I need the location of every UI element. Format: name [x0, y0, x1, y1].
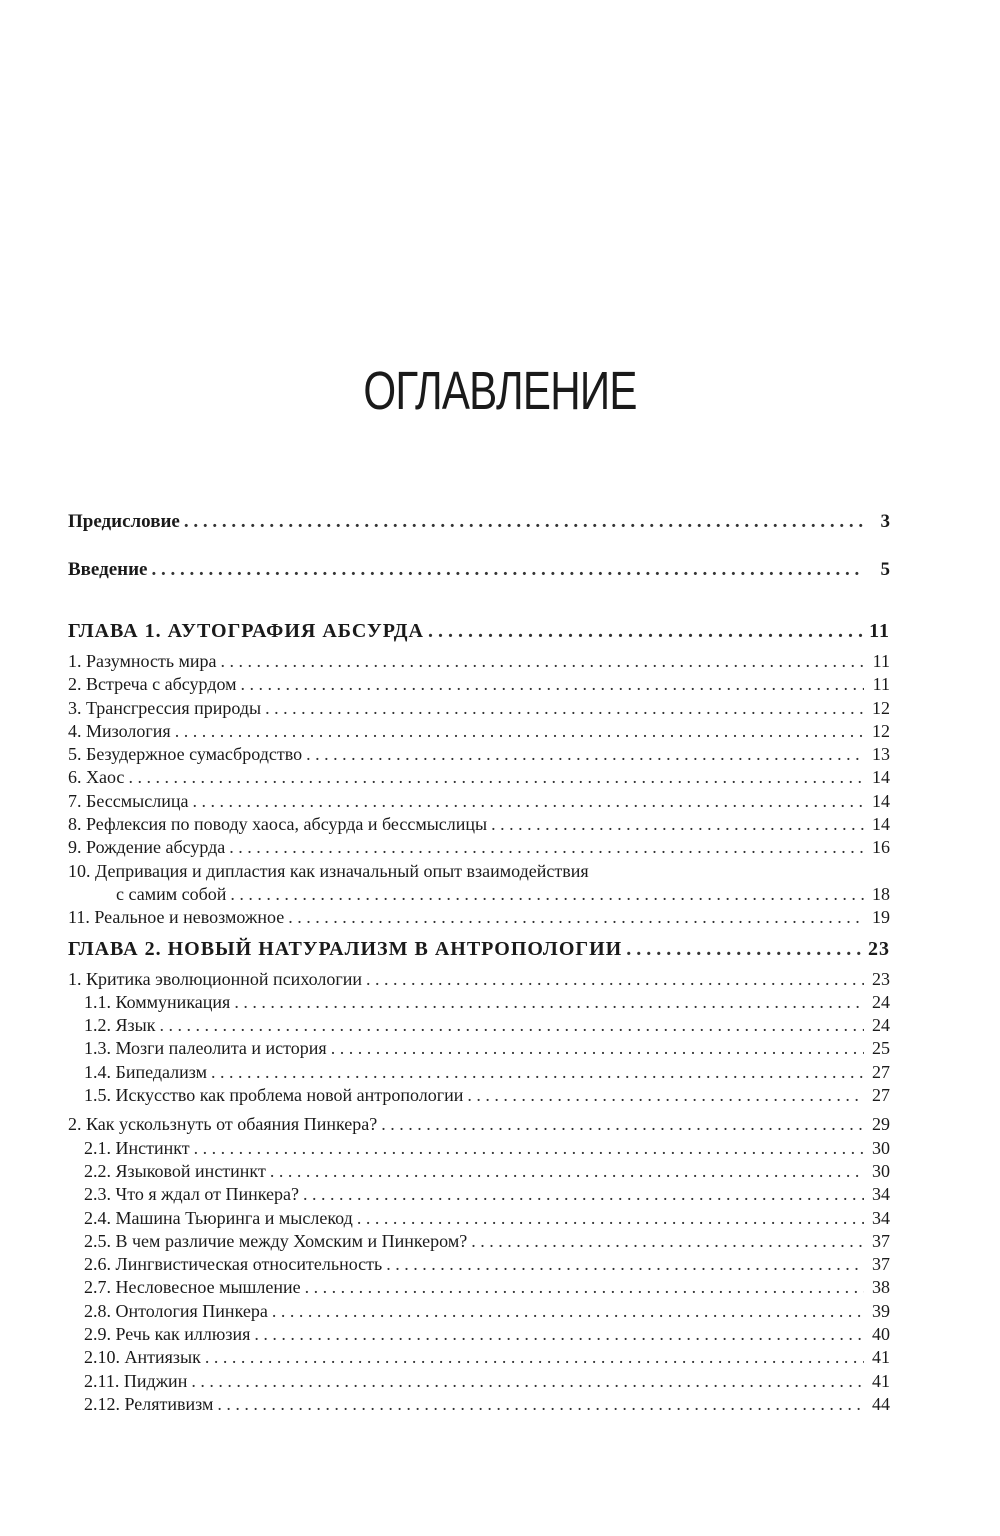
toc-label: 10. Депривация и дипластия как изначальный опыт взаимодействия [68, 860, 589, 881]
toc-page-number: 14 [872, 814, 890, 835]
toc-subentry [68, 1084, 890, 1107]
toc-label: 1.3. Мозги палеолита и история [84, 1038, 327, 1059]
dot-leader [211, 1061, 864, 1084]
dot-leader [159, 1014, 864, 1037]
dot-leader [471, 1230, 864, 1253]
toc-label: ГЛАВА 2. НОВЫЙ НАТУРАЛИЗМ В АНТРОПОЛОГИИ [68, 937, 623, 960]
toc-label: 2. Как ускользнуть от обаяния Пинкера? [68, 1114, 378, 1135]
toc-entry [68, 836, 890, 859]
toc-page-number: 12 [872, 720, 890, 741]
toc-subentry [68, 1253, 890, 1276]
toc-page-number: 38 [872, 1277, 890, 1298]
dot-leader [254, 1323, 864, 1346]
toc-subentry [68, 1207, 890, 1230]
toc-page-number: 44 [872, 1393, 890, 1414]
toc-page-number: 23 [868, 937, 890, 960]
toc-page-number: 16 [872, 837, 890, 858]
dot-leader [191, 1370, 864, 1393]
dot-leader [221, 650, 864, 673]
toc-entry [68, 743, 890, 766]
dot-leader [467, 1084, 864, 1107]
page-title: ОГЛАВЛЕНИЕ [363, 361, 637, 421]
toc-entry-preface [68, 498, 890, 546]
toc-entry-introduction [68, 546, 890, 594]
toc-label: 1.2. Язык [84, 1015, 156, 1036]
toc-label: 2.11. Пиджин [84, 1370, 188, 1391]
toc-entry [68, 697, 890, 720]
toc-label: 2.1. Инстинкт [84, 1137, 190, 1158]
toc-page-number: 14 [872, 767, 890, 788]
toc-label: ГЛАВА 1. АУТОГРАФИЯ АБСУРДА [68, 620, 424, 642]
toc-label: 9. Рождение абсурда [68, 837, 226, 858]
toc-subentry [68, 1276, 890, 1299]
toc-page-number: 19 [872, 907, 890, 928]
toc-entry-multiline [68, 860, 890, 883]
dot-leader [331, 1037, 864, 1060]
toc-section [68, 968, 890, 991]
toc-label: 1.5. Искусство как проблема новой антропологии [84, 1085, 464, 1106]
toc-label: 2.5. В чем различие между Хомским и Пинкером? [84, 1230, 468, 1251]
dot-leader [386, 1253, 864, 1276]
toc-page-number: 24 [872, 991, 890, 1012]
dot-leader [205, 1346, 864, 1369]
toc-label: Предисловие [68, 511, 180, 532]
toc-label: Введение [68, 559, 148, 580]
table-of-contents [68, 498, 890, 1416]
toc-page-number: 41 [872, 1347, 890, 1368]
toc-page-number: 13 [872, 744, 890, 765]
toc-label: 4. Мизология [68, 720, 171, 741]
dot-leader [229, 836, 864, 859]
toc-label: 2. Встреча с абсурдом [68, 674, 237, 695]
toc-entry [68, 673, 890, 696]
toc-entry [68, 906, 890, 929]
toc-page-number: 11 [872, 674, 890, 695]
toc-page-number: 11 [869, 620, 890, 642]
dot-leader [357, 1207, 864, 1230]
toc-label: 2.4. Машина Тьюринга и мыслекод [84, 1207, 353, 1228]
dot-leader [491, 813, 864, 836]
dot-leader [288, 906, 864, 929]
toc-subentry [68, 1323, 890, 1346]
toc-subentry [68, 1160, 890, 1183]
toc-label: 11. Реальное и невозможное [68, 907, 285, 928]
toc-label: с самим собой [116, 883, 227, 904]
toc-page-number: 37 [872, 1254, 890, 1275]
toc-subentry [68, 1300, 890, 1323]
toc-page-number: 3 [880, 511, 890, 532]
dot-leader [152, 546, 865, 594]
toc-page-number: 30 [872, 1137, 890, 1158]
toc-subentry [68, 1137, 890, 1160]
toc-entry [68, 790, 890, 813]
toc-subentry [68, 1037, 890, 1060]
toc-label: 5. Безудержное сумасбродство [68, 744, 303, 765]
dot-leader [217, 1393, 864, 1416]
toc-section [68, 1113, 890, 1136]
toc-page-number: 23 [872, 968, 890, 989]
toc-label: 2.3. Что я ждал от Пинкера? [84, 1184, 299, 1205]
toc-subentry [68, 1061, 890, 1084]
toc-entry-continuation [68, 883, 890, 906]
dot-leader [306, 743, 864, 766]
toc-page-number: 12 [872, 697, 890, 718]
toc-label: 8. Рефлексия по поводу хаоса, абсурда и бессмыслицы [68, 814, 488, 835]
dot-leader [381, 1113, 864, 1136]
toc-label: 2.12. Релятивизм [84, 1393, 214, 1414]
dot-leader [272, 1300, 864, 1323]
toc-label: 2.7. Несловесное мышление [84, 1277, 301, 1298]
toc-subentry [68, 1230, 890, 1253]
toc-page-number: 30 [872, 1160, 890, 1181]
dot-leader [194, 1137, 864, 1160]
dot-leader [366, 968, 864, 991]
toc-page-number: 14 [872, 790, 890, 811]
toc-chapter-2 [68, 930, 890, 968]
toc-label: 2.6. Лингвистическая относительность [84, 1254, 383, 1275]
toc-entry [68, 813, 890, 836]
dot-leader [175, 720, 864, 743]
toc-page-number: 27 [872, 1085, 890, 1106]
toc-label: 6. Хаос [68, 767, 125, 788]
toc-page-number: 11 [872, 651, 890, 671]
toc-label: 1. Критика эволюционной психологии [68, 968, 363, 989]
toc-subentry [68, 1393, 890, 1416]
toc-subentry [68, 991, 890, 1014]
toc-subentry [68, 1370, 890, 1393]
toc-page-number: 24 [872, 1015, 890, 1036]
toc-chapter-1 [68, 612, 890, 650]
dot-leader [241, 673, 864, 696]
toc-page-number: 40 [872, 1324, 890, 1345]
toc-label: 1. Разумность мира [68, 651, 217, 671]
toc-page-number: 34 [872, 1184, 890, 1205]
toc-label: 2.8. Онтология Пинкера [84, 1300, 268, 1321]
toc-label: 2.9. Речь как иллюзия [84, 1324, 251, 1345]
toc-page-number: 5 [880, 559, 890, 580]
toc-entry [68, 766, 890, 789]
dot-leader [305, 1276, 864, 1299]
toc-page-number: 34 [872, 1207, 890, 1228]
toc-label: 7. Бессмыслица [68, 790, 189, 811]
dot-leader [303, 1183, 864, 1206]
toc-label: 1.1. Коммуникация [84, 991, 231, 1012]
dot-leader [234, 991, 864, 1014]
dot-leader [192, 790, 864, 813]
toc-subentry [68, 1183, 890, 1206]
toc-subentry [68, 1346, 890, 1369]
toc-page-number: 41 [872, 1370, 890, 1391]
toc-entry [68, 650, 890, 673]
toc-page-number: 29 [872, 1114, 890, 1135]
toc-label: 2.10. Антиязык [84, 1347, 201, 1368]
toc-page-number: 25 [872, 1038, 890, 1059]
toc-page-number: 37 [872, 1230, 890, 1251]
toc-page-number: 39 [872, 1300, 890, 1321]
toc-entry [68, 720, 890, 743]
toc-label: 1.4. Бипедализм [84, 1061, 208, 1082]
toc-label: 3. Трансгрессия природы [68, 697, 262, 718]
toc-subentry [68, 1014, 890, 1037]
dot-leader [626, 930, 864, 968]
dot-leader [270, 1160, 864, 1183]
dot-leader [230, 883, 864, 906]
dot-leader [265, 697, 864, 720]
dot-leader [128, 766, 864, 789]
toc-page-number: 27 [872, 1061, 890, 1082]
dot-leader [428, 612, 864, 650]
dot-leader [184, 498, 864, 546]
toc-page-number: 18 [872, 883, 890, 904]
toc-label: 2.2. Языковой инстинкт [84, 1160, 266, 1181]
